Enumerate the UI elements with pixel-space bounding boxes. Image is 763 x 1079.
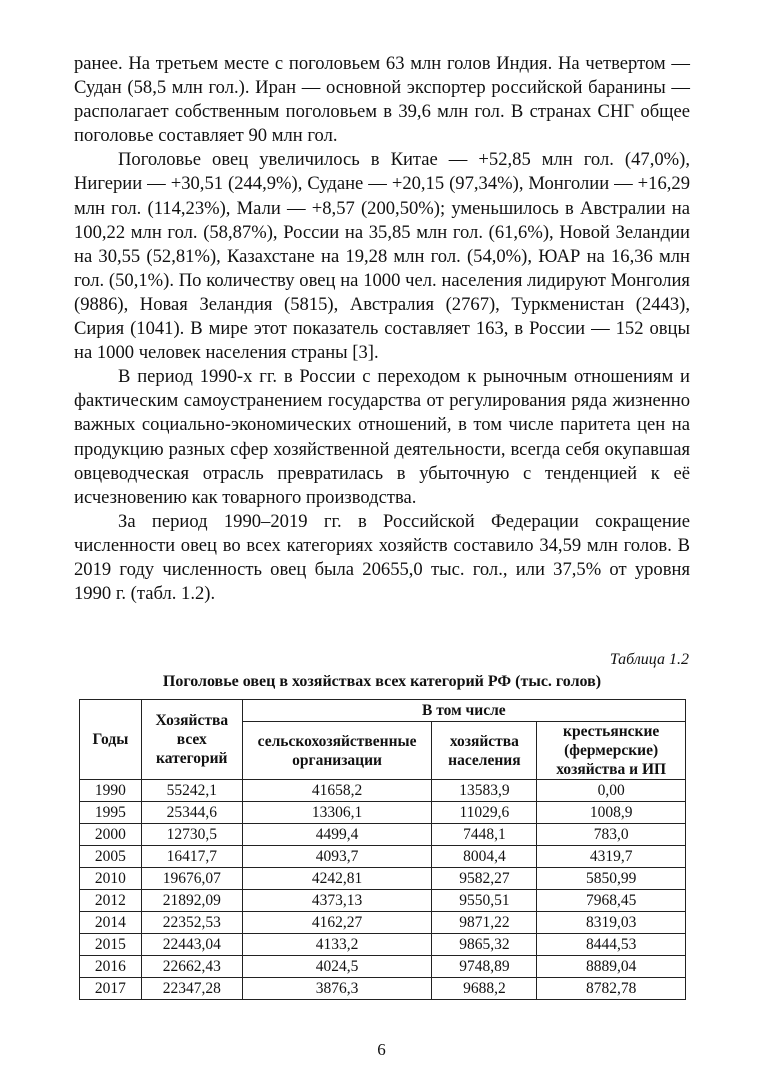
cell-year: 2012 (80, 890, 142, 912)
sheep-table (79, 699, 686, 1000)
cell-agri: 3876,3 (242, 978, 432, 1000)
table-row (80, 934, 686, 956)
cell-agri: 4162,27 (242, 912, 432, 934)
paragraph-1: ранее. На третьем месте с поголовьем 63 млн голов Индия. На четвертом — Судан (58,5 млн гол.). Иран — основной экспортер российской баранины — располагает собственным поголовьем в 39,6 млн гол. В странах СНГ общее поголовье составляет 90 млн гол. (74, 53, 690, 147)
page-number: 6 (377, 1040, 386, 1059)
cell-farms: 8319,03 (537, 912, 686, 934)
cell-households: 11029,6 (432, 802, 537, 824)
cell-households: 9550,51 (432, 890, 537, 912)
cell-households: 9871,22 (432, 912, 537, 934)
cell-agri: 4024,5 (242, 956, 432, 978)
paragraph-3: В период 1990-х гг. в России с переходом к рыночным отношениям и фактическим самоустранением государства от регулирования ряда жизненно важных социально-экономических отношений, в том числе паритета цен на продукцию разных сфер хозяйственной деятельности, всегда себя окупавшая овцеводческая отрасль превратилась в убыточную с тенденцией к её исчезновению как товарного производства. (74, 366, 690, 508)
cell-total: 22352,53 (141, 912, 242, 934)
cell-households: 13583,9 (432, 780, 537, 802)
table-title: Поголовье овец в хозяйствах всех категорий РФ (тыс. голов) (162, 673, 602, 690)
paragraph-2: Поголовье овец увеличилось в Китае — +52,85 млн гол. (47,0%), Нигерии — +30,51 (244,9%), Судане — +20,15 (97,34%), Монголии — +16,29 млн гол. (114,23%), Мали — +8,57 (200,50%); уменьшилось в Австралии на 100,22 млн гол. (58,87%), России на 35,85 млн гол. (61,6%), Новой Зеландии на 30,55 (52,81%), Казахстане на 19,28 млн гол. (54,0%), ЮАР на 16,36 млн гол. (50,1%). По количеству овец на 1000 чел. населения лидируют Монголия (9886), Новая Зеландия (5815), Австралия (2767), Туркменистан (2443), Сирия (1041). В мире этот показатель составляет 163, в России — 152 овцы на 1000 человек населения страны [3]. (74, 149, 690, 364)
table-row (80, 802, 686, 824)
cell-households: 9865,32 (432, 934, 537, 956)
table-row (80, 846, 686, 868)
header-year: Годы (80, 700, 142, 780)
table-row (80, 780, 686, 802)
cell-year: 2014 (80, 912, 142, 934)
header-group: В том числе (242, 700, 685, 722)
table-row (80, 890, 686, 912)
header-farms: крестьянские (фермерские) хозяйства и ИП (537, 722, 686, 780)
cell-year: 2000 (80, 824, 142, 846)
cell-year: 1990 (80, 780, 142, 802)
cell-farms: 8782,78 (537, 978, 686, 1000)
table-label: Таблица 1.2 (609, 651, 689, 668)
cell-total: 16417,7 (141, 846, 242, 868)
cell-households: 9688,2 (432, 978, 537, 1000)
cell-total: 19676,07 (141, 868, 242, 890)
cell-agri: 4242,81 (242, 868, 432, 890)
cell-total: 22347,28 (141, 978, 242, 1000)
cell-agri: 4373,13 (242, 890, 432, 912)
cell-farms: 783,0 (537, 824, 686, 846)
cell-total: 22662,43 (141, 956, 242, 978)
cell-households: 9748,89 (432, 956, 537, 978)
cell-farms: 8444,53 (537, 934, 686, 956)
cell-year: 1995 (80, 802, 142, 824)
cell-total: 12730,5 (141, 824, 242, 846)
table-row (80, 978, 686, 1000)
cell-farms: 0,00 (537, 780, 686, 802)
cell-year: 2010 (80, 868, 142, 890)
cell-farms: 4319,7 (537, 846, 686, 868)
cell-year: 2016 (80, 956, 142, 978)
cell-total: 22443,04 (141, 934, 242, 956)
cell-agri: 4499,4 (242, 824, 432, 846)
cell-agri: 13306,1 (242, 802, 432, 824)
cell-agri: 41658,2 (242, 780, 432, 802)
cell-year: 2005 (80, 846, 142, 868)
cell-farms: 7968,45 (537, 890, 686, 912)
paragraph-4: За период 1990–2019 гг. в Российской Федерации сокращение численности овец во всех категориях хозяйств составило 34,59 млн голов. В 2019 году численность овец была 20655,0 тыс. гол., или 37,5% от уровня 1990 г. (табл. 1.2). (74, 510, 690, 605)
cell-farms: 1008,9 (537, 802, 686, 824)
table-row (80, 824, 686, 846)
table-row (80, 912, 686, 934)
cell-total: 55242,1 (141, 780, 242, 802)
cell-households: 7448,1 (432, 824, 537, 846)
table-body (80, 780, 686, 1000)
header-households: хозяйства населения (432, 722, 537, 780)
table-row (80, 868, 686, 890)
cell-households: 8004,4 (432, 846, 537, 868)
cell-year: 2017 (80, 978, 142, 1000)
cell-households: 9582,27 (432, 868, 537, 890)
cell-farms: 5850,99 (537, 868, 686, 890)
header-total: Хозяйства всех категорий (141, 700, 242, 780)
header-agri: сельскохозяйственные организации (242, 722, 432, 780)
cell-farms: 8889,04 (537, 956, 686, 978)
cell-total: 25344,6 (141, 802, 242, 824)
cell-agri: 4133,2 (242, 934, 432, 956)
cell-agri: 4093,7 (242, 846, 432, 868)
table-row (80, 956, 686, 978)
cell-year: 2015 (80, 934, 142, 956)
body-text (74, 52, 690, 606)
cell-total: 21892,09 (141, 890, 242, 912)
